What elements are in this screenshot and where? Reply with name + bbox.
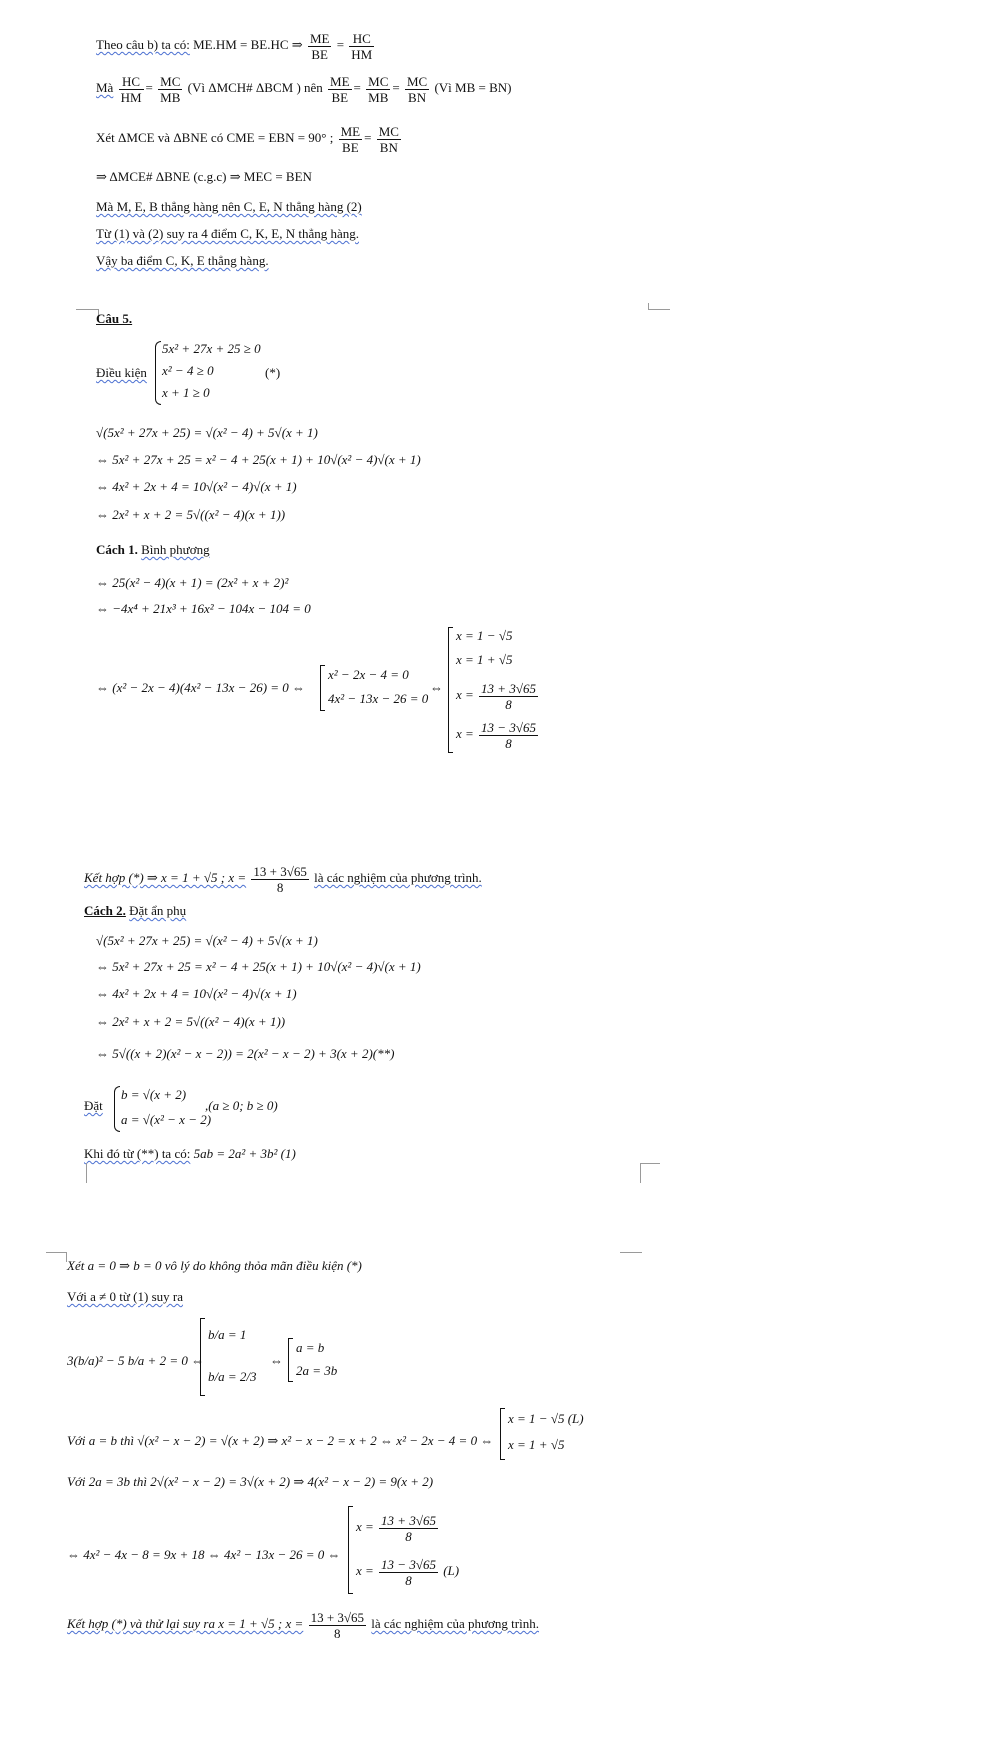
cach2-eq-5: ⇔ 5√((x + 2)(x² − x − 2)) = 2(x² − x − 2) + 3(x + 2)(**): [96, 1046, 395, 1061]
line-voi-2a-bang-3b: Với 2a = 3b thì 2√(x² − x − 2) = 3√(x + 2) ⇒ 4(x² − x − 2) = 9(x + 2): [67, 1474, 434, 1489]
cach-2-heading: Cách 2. Đặt ẩn phụ: [84, 903, 187, 918]
dat-b: b = √(x + 2): [121, 1087, 187, 1102]
line-ket-hop: Kết hợp (*) ⇒ x = 1 + √5 ; x = $\frac{13 + 3√65}{8}$ là các nghiệm của phương trình.: [84, 863, 482, 895]
fraction: $\frac{HC}{HM}$: [120, 73, 142, 105]
line-voi-a-khac-0: Với a ≠ 0 từ (1) suy ra: [67, 1289, 184, 1304]
equation-1: √(5x² + 27x + 25) = √(x² − 4) + 5√(x + 1): [96, 425, 318, 440]
line-ma-m-e-b: Mà M, E, B thẳng hàng nên C, E, N thẳng hàng (2): [96, 199, 362, 214]
bracket: [500, 1408, 505, 1460]
dieu-kien-label: Điều kiện: [96, 365, 147, 380]
line-theo-cau-b: Theo câu b) ta có: ME.HM = BE.HC ⇒ $\frac{ME}{BE}$ = $\frac{HC}{HM}$: [96, 30, 373, 62]
line-ket-hop-final: Kết hợp (*) và thử lại suy ra x = 1 + √5 ; x = $\frac{13 + 3√65}{8}$ là các nghiệm của phương trình.: [67, 1609, 539, 1641]
heading-cau-5: Câu 5.: [96, 311, 133, 326]
system-brace: [155, 341, 161, 405]
page-margin-mark: [46, 1252, 66, 1253]
fraction: $\frac{MC}{MB}$: [160, 73, 181, 105]
cach2-eq-1: √(5x² + 27x + 25) = √(x² − 4) + 5√(x + 1): [96, 933, 318, 948]
root-3: x = $\frac{13 + 3√65}{8}$: [456, 680, 536, 712]
equation-3: ⇔ 4x² + 2x + 4 = 10√(x² − 4)√(x + 1): [96, 479, 297, 494]
case-a-eq-b: a = b: [296, 1340, 325, 1355]
system-brace: [114, 1086, 120, 1132]
ratio-2: b/a = 2/3: [208, 1369, 257, 1384]
equation-2: ⇔ 5x² + 27x + 25 = x² − 4 + 25(x + 1) + 10√(x² − 4)√(x + 1): [96, 452, 421, 467]
bracket: [288, 1338, 293, 1382]
dat-a: a = √(x² − x − 2): [121, 1112, 212, 1127]
root-4: x = $\frac{13 - 3√65}{8}$: [456, 719, 536, 751]
condition-2: x² − 4 ≥ 0: [162, 363, 214, 378]
fraction: $\frac{MC}{MB}$: [368, 73, 389, 105]
equation-4: ⇔ 2x² + x + 2 = 5√((x² − 4)(x + 1)): [96, 507, 286, 522]
dat-label: Đặt: [84, 1098, 103, 1113]
line-xet-a-bang-0: Xét a = 0 ⇒ b = 0 vô lý do không thỏa mãn điều kiện (*): [67, 1258, 362, 1273]
star-label: (*): [265, 365, 281, 380]
page-margin-mark: [86, 1163, 87, 1183]
fraction-hc-hm: $\frac{HC}{HM}$: [351, 30, 373, 62]
bracket: [200, 1318, 205, 1396]
line-tu-1-va-2: Từ (1) và (2) suy ra 4 điểm C, K, E, N thẳng hàng.: [96, 226, 360, 241]
cach1-sub-1: x² − 2x − 4 = 0: [328, 667, 409, 682]
cach1-eq-a: ⇔ 25(x² − 4)(x + 1) = (2x² + x + 2)²: [96, 575, 289, 590]
cach1-eq-b: ⇔ −4x⁴ + 21x³ + 16x² − 104x − 104 = 0: [96, 601, 311, 616]
cach2-eq-3: ⇔ 4x² + 2x + 4 = 10√(x² − 4)√(x + 1): [96, 986, 297, 1001]
cach2-eq-4: ⇔ 2x² + x + 2 = 5√((x² − 4)(x + 1)): [96, 1014, 286, 1029]
bracket: [320, 665, 325, 711]
page-margin-mark: [648, 309, 670, 310]
line-xet-tam-giac: Xét ΔMCE và ΔBNE có CME = EBN = 90° ; $\frac{ME}{BE}$ = $\frac{MC}{BN}$: [96, 123, 399, 155]
condition-3: x + 1 ≥ 0: [162, 385, 210, 400]
condition-1: 5x² + 27x + 25 ≥ 0: [162, 341, 261, 356]
line-ma-hc-hm: Mà $\frac{HC}{HM}$ = $\frac{MC}{MB}$ (Vì ΔMCH# ΔBCM ) nên $\frac{ME}{BE}$ = $\frac{MC}{MB}$ = $\frac{MC}{BN}$ (Vì MB = BN): [96, 73, 512, 105]
fraction: $\frac{ME}{BE}$: [330, 73, 350, 105]
root-1-rejected: x = 1 − √5 (L): [508, 1411, 584, 1426]
root-2: x = 1 + √5: [508, 1437, 565, 1452]
fraction: $\frac{MC}{BN}$: [378, 123, 399, 155]
line-vay-ba-diem: Vậy ba điểm C, K, E thẳng hàng.: [96, 253, 269, 268]
dat-condition: ,(a ≥ 0; b ≥ 0): [205, 1098, 278, 1113]
page-margin-mark: [640, 1163, 641, 1183]
quadratic-ratio: 3(b/a)² − 5 b/a + 2 = 0 ⇔: [67, 1353, 205, 1368]
fraction: $\frac{ME}{BE}$: [340, 123, 361, 155]
cach1-sub-2: 4x² − 13x − 26 = 0: [328, 691, 429, 706]
line-voi-a-bang-b: Với a = b thì √(x² − x − 2) = √(x + 2) ⇒ x² − x − 2 = x + 2 ⇔ x² − 2x − 4 = 0 ⇔: [67, 1433, 494, 1448]
cach-1-heading: Cách 1. Bình phương: [96, 542, 210, 557]
clipped-text-fragment: [270, 770, 330, 774]
root-positive: x = $\frac{13 + 3√65}{8}$: [356, 1512, 436, 1544]
text: Theo câu b) ta có:: [96, 37, 190, 52]
line-khi-do: Khi đó từ (**) ta có: 5ab = 2a² + 3b² (1): [84, 1146, 296, 1161]
bracket: [348, 1506, 353, 1594]
cach2-eq-2: ⇔ 5x² + 27x + 25 = x² − 4 + 25(x + 1) + 10√(x² − 4)√(x + 1): [96, 959, 421, 974]
fraction-me-be: $\frac{ME}{BE}$: [309, 30, 330, 62]
line-quadratic: ⇔ 4x² − 4x − 8 = 9x + 18 ⇔ 4x² − 13x − 26 = 0 ⇔: [67, 1547, 341, 1562]
root-1: x = 1 − √5: [456, 628, 513, 643]
expression: ME.HM = BE.HC ⇒: [193, 37, 303, 52]
page-margin-mark: [648, 303, 649, 310]
page-margin-mark: [640, 1163, 660, 1164]
root-2: x = 1 + √5: [456, 652, 513, 667]
bracket: [448, 627, 453, 753]
cach1-eq-c: ⇔ (x² − 2x − 4)(4x² − 13x − 26) = 0 ⇔: [96, 680, 306, 695]
root-negative-rejected: x = $\frac{13 - 3√65}{8}$ (L): [356, 1556, 460, 1588]
page-margin-mark: [620, 1252, 642, 1253]
line-dong-dang: ⇒ ΔMCE# ΔBNE (c.g.c) ⇒ MEC = BEN: [96, 169, 312, 184]
case-2a-eq-3b: 2a = 3b: [296, 1363, 338, 1378]
page-margin-mark: [76, 309, 98, 310]
ratio-1: b/a = 1: [208, 1327, 247, 1342]
fraction: $\frac{MC}{BN}$: [406, 73, 428, 105]
